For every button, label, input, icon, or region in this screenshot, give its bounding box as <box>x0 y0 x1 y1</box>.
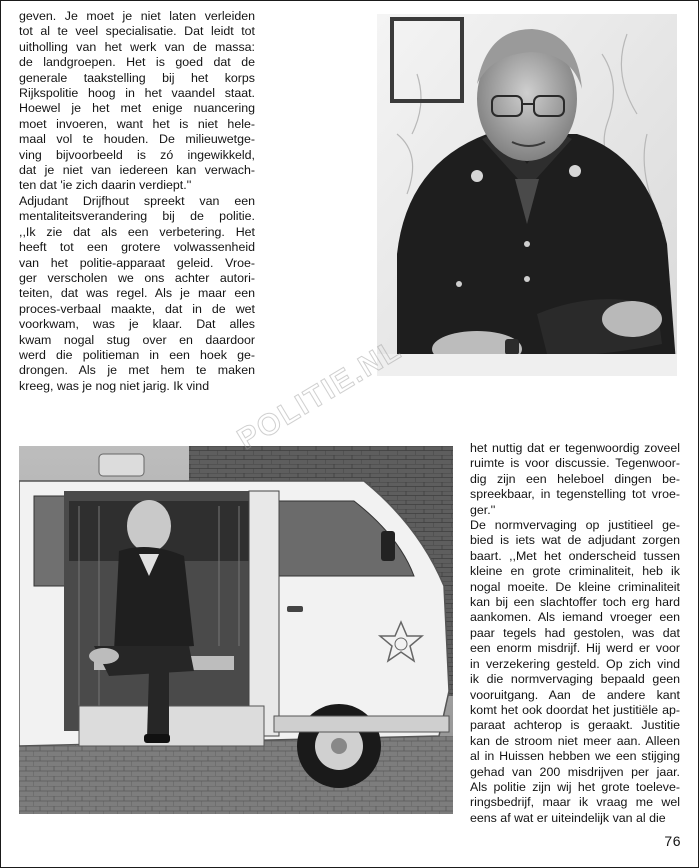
text-line: eens af wat er uiteindelijk van al die <box>470 810 666 825</box>
text-line: gehad van 200 misdrijven per jaar. <box>470 764 680 779</box>
police-van-photo <box>19 446 453 814</box>
text-line: kwam nogal stug over en daardoor <box>19 332 255 347</box>
text-line: ger verscholen we ons achter autori- <box>19 270 255 285</box>
text-line: ving bijvoorbeeld is zó ingewikkeld, <box>19 147 255 162</box>
police-van-photo-image <box>19 446 453 814</box>
text-line: kreeg, was je nog niet jarig. Ik vind <box>19 378 210 393</box>
text-line: vooruitgang. Aan de andere kant <box>470 687 680 702</box>
text-line: Als politie zijn wij het grote toeleve- <box>470 779 680 794</box>
text-line: spreekbaar, in tegenstelling tot vroe- <box>470 487 680 502</box>
text-line: al in Huissen hebben we een stijging <box>470 749 680 764</box>
text-line: dig zijn een heleboel dingen be- <box>470 471 680 486</box>
text-line: ,,Ik zie dat als een verbetering. Het <box>19 224 255 239</box>
text-line: paar tegels had gestolen, was dat <box>470 625 680 640</box>
text-line: Hoewel je het met enige nuancering <box>19 101 255 116</box>
watermark: POLITIE.NL <box>232 332 408 457</box>
text-line: ruimte is voor discussie. Tegenwoor- <box>470 456 680 471</box>
text-line: tot al te veel specialisatie. Dat leidt tot <box>19 24 255 39</box>
text-line: kleine en grote criminaliteit, heb ik <box>470 564 680 579</box>
text-line: nogal moeite. De kleine criminaliteit <box>470 579 680 594</box>
text-line: teiten, dat was regel. Als je maar een <box>19 286 255 301</box>
text-line: geven. Je moet je niet laten verleiden <box>19 9 255 23</box>
text-line: komt het ook doordat het justitiële ap- <box>470 702 680 717</box>
text-line: voorkwam, was je klaar. Dat alles <box>19 317 255 332</box>
text-line: moet invoeren, want het is niet hele- <box>19 116 255 131</box>
text-line: ik die normvervaging bepaald geen <box>470 672 680 687</box>
text-line: mentaliteitsverandering bij de politie. <box>19 209 255 224</box>
text-line: heeft tot een grotere volwassenheid <box>19 240 255 255</box>
text-line: ringsbedrijf, maar ik vraag me wel <box>470 795 680 810</box>
right-text-column <box>470 441 680 826</box>
text-line: ten dat 'ie zich daarin verdiept.'' <box>19 178 192 193</box>
text-line: Rijkspolitie hoog in het vaandel staat. <box>19 86 255 101</box>
text-line: maal vol te houden. De milieuwetge- <box>19 132 255 147</box>
text-line: dat je niet van iedereen kan verwach- <box>19 163 255 178</box>
text-line: het nuttig dat er tegenwoordig zoveel <box>470 441 680 455</box>
text-line: uitholling van het werk van de massa: <box>19 39 255 54</box>
text-line: generale taakstelling bij het korps <box>19 70 255 85</box>
text-line: baart. ,,Met het onderscheid tussen <box>470 548 680 563</box>
text-line: de landgroepen. Het is goed dat de <box>19 55 255 70</box>
text-line: aankomen. Als iemand vroeger een <box>470 610 680 625</box>
portrait-photo <box>377 14 677 376</box>
text-line: in verzekering gesteld. Op zich vind <box>470 656 680 671</box>
text-line: proces-verbaal maakte, dat in de wet <box>19 301 255 316</box>
text-line: drongen. Als je met hem te maken <box>19 363 255 378</box>
portrait-photo-image <box>377 14 677 376</box>
text-line: kan de stroom niet meer aan. Alleen <box>470 733 680 748</box>
left-text-column <box>19 9 255 394</box>
text-line: paraat achterop is geraakt. Justitie <box>470 718 680 733</box>
text-line: werd die politieman in een hoek ge- <box>19 347 255 362</box>
text-line: bied is iets wat de adjudant zorgen <box>470 533 680 548</box>
text-line: kan bij een slachtoffer toch erg hard <box>470 595 680 610</box>
page-number: 76 <box>664 833 681 849</box>
text-line: Adjudant Drijfhout spreekt van een <box>19 193 255 208</box>
text-line: De normvervaging op justitieel ge- <box>470 518 680 533</box>
text-line: een enorm misdrijf. Hij werd er voor <box>470 641 680 656</box>
text-line: ger.'' <box>470 502 496 517</box>
text-line: van het politie-apparaat geleid. Vroe- <box>19 255 255 270</box>
